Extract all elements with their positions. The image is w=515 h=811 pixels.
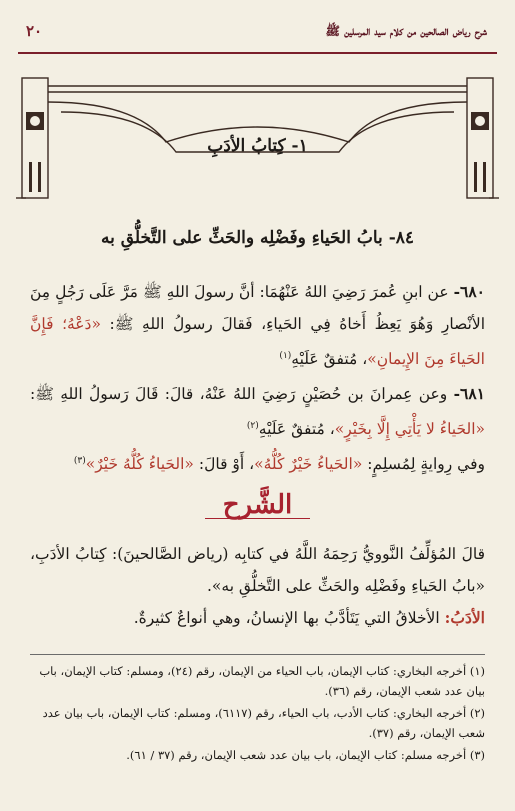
sharh-underline <box>205 518 310 519</box>
prophetic-quote: «الحَياءُ كُلُّهُ خَيْرٌ» <box>85 455 194 474</box>
page-header <box>18 14 497 54</box>
footnote-1: (١) أخرجه البخاري: كتاب الإيمان، باب الحياء من الإيمان، رقم (٢٤)، ومسلم: كتاب الإيمان، باب بيان عدد شعب الإيمان، رقم (٣٦). <box>39 664 485 698</box>
hadith-680 <box>30 276 485 375</box>
footnotes <box>30 661 485 767</box>
commentary <box>30 538 485 634</box>
hadith-text: ، مُتفقٌ عَلَيْهِ <box>258 420 335 439</box>
footnote-ref: (٢) <box>246 421 259 431</box>
hadith-text: ، مُتفقٌ <box>323 350 368 369</box>
footnote-2: (٢) أخرجه البخاري: كتاب الأدب، باب الحياء، رقم (٦١١٧)، ومسلم: كتاب الإيمان، باب بيان عدد شعب الإيمان، رقم (٣٧). <box>42 706 485 740</box>
hadith-text: وفي رِوايةٍ لِمُسلِمٍ: <box>367 455 485 474</box>
commentary-text: «بابُ الحَياءِ وفَضْلِه والحَثِّ على التَّخلُّقِ به». <box>206 577 485 595</box>
bab-title: ٨٤- بابُ الحَياءِ وفَضْلِه والحَثِّ على التَّخلُّقِ به <box>100 228 415 248</box>
hadith-number: ٦٨١- <box>453 384 485 403</box>
hadith-number: ٦٨٠- <box>453 282 485 301</box>
prophetic-quote: «الحَياءُ خَيْرٌ كُلُّهُ» <box>254 455 363 474</box>
header-rule <box>18 52 497 54</box>
footnote-separator <box>30 654 485 655</box>
footnote-3: (٣) أخرجه مسلم: كتاب الإيمان، باب بيان عدد شعب الإيمان، رقم (٣٧ / ٦١). <box>126 748 485 762</box>
commentary-text: الأخلاقُ التي يَتَأدَّبُ بها الإنسانُ، وهي أنواعٌ كثيرةٌ. <box>133 609 440 627</box>
running-title: شرح رياض الصالحين من كلام سيد المرسلين ﷺ <box>325 24 487 38</box>
commentary-text: قالَ المُؤلِّفُ النَّوويُّ رَحِمَهُ اللَّهُ في كتابِه (رياض الصَّالحينَ): كِتابُ الأدَبِ، <box>30 545 485 563</box>
hadith-text: عَلَيْهِ <box>291 350 319 369</box>
hadith-text: وعن عِمرانَ بن حُصَيْنٍ رَضِيَ اللهُ عَنْهُ، قالَ: قَالَ رَسولُ اللهِ ﷺ: <box>30 385 448 403</box>
hadith-text: وَهُوَ يَعِظُ أَخاهُ فِي الحَياءِ، فَقالَ رسولُ اللهِ ﷺ: <box>109 315 434 333</box>
footnote-ref: (١) <box>279 351 292 361</box>
footnote-ref: (٣) <box>73 456 86 467</box>
sharh-heading: الشَّرح <box>222 490 293 520</box>
hadith-681 <box>30 378 485 480</box>
hadith-text: ، أَوْ قالَ: <box>198 455 255 474</box>
hadith-text: عن ابنِ عُمرَ رَضِيَ اللهُ عَنْهُمَا: أنَّ رسولَ اللهِ ﷺ مَرَّ عَلَى رَجُلٍ مِنَ الأنْصارِ <box>30 283 485 333</box>
prophetic-quote: لا يَأْتِي إِلَّا بِخَيْرٍ» <box>334 420 435 439</box>
page-number: ٢٠ <box>26 22 43 40</box>
term-label: الأدَبُ: <box>444 608 485 627</box>
prophetic-quote: «دَعْهُ؛ فَإِنَّ الحَياءَ مِنَ الإِيمانِ» <box>30 315 485 369</box>
prophetic-quote: «الحَياءُ <box>439 420 485 439</box>
kitab-title: ١- كِتابُ الأدَبِ <box>207 136 308 156</box>
